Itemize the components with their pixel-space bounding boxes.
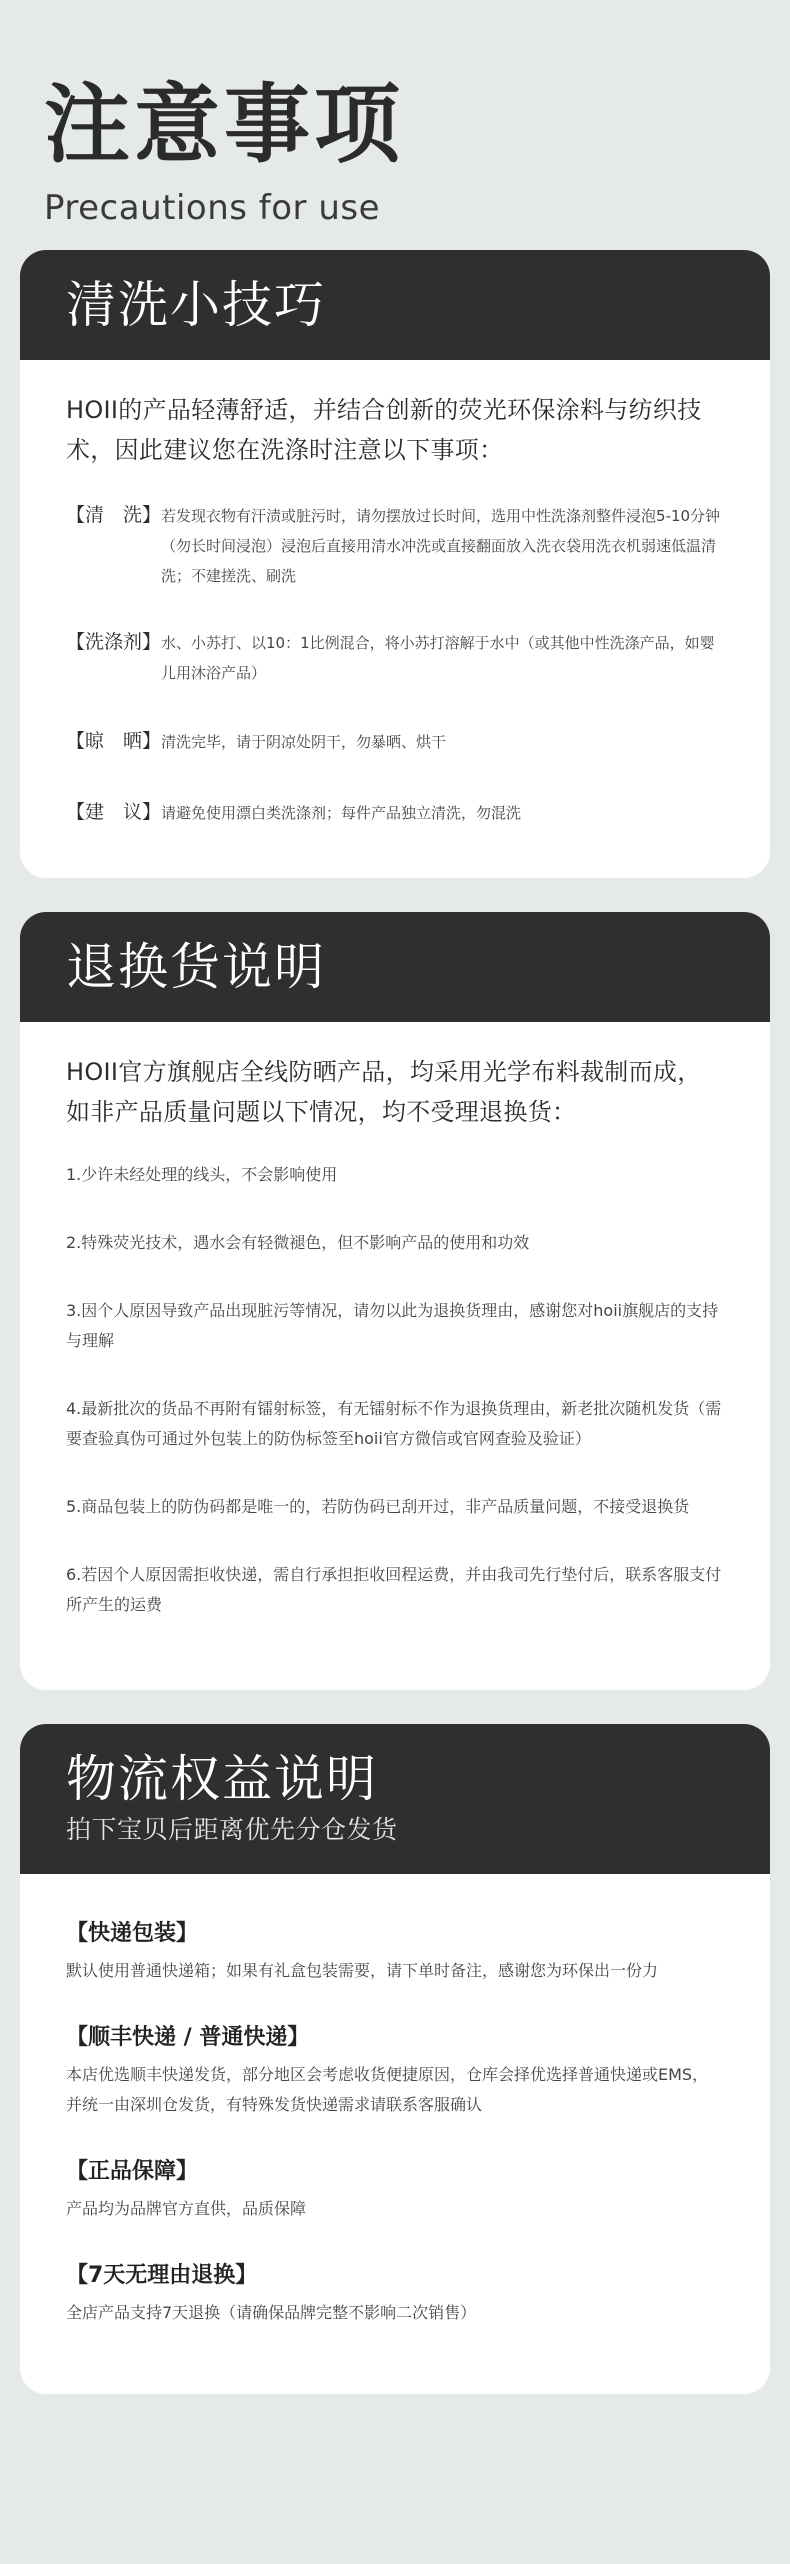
washing-tips-body — [20, 360, 770, 828]
logistics-header — [20, 1724, 770, 1874]
return-policy-item: 1.少许未经处理的线头，不会影响使用 — [66, 1165, 338, 1184]
returns-card — [20, 912, 770, 1690]
logistics-card — [20, 1724, 770, 2394]
tip-text: 水、小苏打、以10：1比例混合，将小苏打溶解于水中（或其他中性洗涤产品，如婴儿用沐浴产品） — [161, 634, 715, 682]
return-policy-item: 5.商品包装上的防伪码都是唯一的，若防伪码已刮开过，非产品质量问题，不接受退换货 — [66, 1497, 690, 1516]
logistics-section-7day-return — [66, 2260, 724, 2328]
logistics-section-authentic — [66, 2156, 724, 2224]
page-header — [44, 70, 404, 230]
logistics-heading: 【快递包装】 — [66, 1921, 199, 1946]
tip-label: 【建 议】 — [66, 801, 162, 823]
washing-tip-advice — [66, 797, 724, 828]
washing-intro: HOII的产品轻薄舒适，并结合创新的荧光环保涂料与纺织技术，因此建议您在洗涤时注意以下事项： — [66, 396, 702, 464]
washing-tips-card — [20, 250, 770, 878]
returns-header — [20, 912, 770, 1022]
washing-tip-wash — [66, 500, 724, 591]
logistics-heading: 【7天无理由退换】 — [66, 2263, 258, 2288]
logistics-subtitle: 拍下宝贝后距离优先分仓发货 — [66, 1815, 398, 1844]
washing-tips-header — [20, 250, 770, 360]
tip-text: 请避免使用漂白类洗涤剂；每件产品独立清洗，勿混洗 — [161, 804, 522, 822]
logistics-text: 本店优选顺丰快递发货，部分地区会考虑收货便捷原因，仓库会择优选择普通快递或EMS，并统一由深圳仓发货，有特殊发货快递需求请联系客服确认 — [66, 2065, 709, 2114]
return-policy-item: 6.若因个人原因需拒收快递，需自行承担拒收回程运费，并由我司先行垫付后，联系客服支付所产生的运费 — [66, 1565, 722, 1614]
tip-label: 【清 洗】 — [66, 504, 162, 526]
returns-intro: HOII官方旗舰店全线防晒产品，均采用光学布料裁制而成，如非产品质量问题以下情况，均不受理退换货： — [66, 1058, 702, 1126]
logistics-text: 默认使用普通快递箱；如果有礼盒包装需要，请下单时备注，感谢您为环保出一份力 — [66, 1961, 659, 1980]
logistics-title: 物流权益说明 — [66, 1750, 378, 1808]
washing-tip-drying — [66, 726, 724, 757]
logistics-text: 产品均为品牌官方直供，品质保障 — [66, 2199, 307, 2218]
tip-label: 【洗涤剂】 — [66, 631, 162, 653]
tip-label: 【晾 晒】 — [66, 730, 162, 752]
tip-text: 若发现衣物有汗渍或脏污时，请勿摆放过长时间，选用中性洗涤剂整件浸泡5-10分钟（勿长时间浸泡）浸泡后直接用清水冲洗或直接翻面放入洗衣袋用洗衣机弱速低温清洗；不建搓洗、刷洗 — [161, 507, 721, 585]
tip-text: 清洗完毕，请于阴凉处阴干，勿暴晒、烘干 — [161, 733, 447, 751]
logistics-text: 全店产品支持7天退换（请确保品牌完整不影响二次销售） — [66, 2303, 477, 2322]
washing-tips-title: 清洗小技巧 — [66, 276, 326, 334]
returns-title: 退换货说明 — [66, 938, 326, 996]
washing-tip-detergent — [66, 627, 724, 688]
logistics-heading: 【正品保障】 — [66, 2159, 199, 2184]
logistics-section-courier — [66, 2022, 724, 2120]
returns-body — [20, 1022, 770, 1620]
page-title: 注意事项 — [44, 75, 404, 175]
logistics-section-packaging — [66, 1918, 724, 1986]
logistics-heading: 【顺丰快递 / 普通快递】 — [66, 2025, 310, 2050]
return-policy-item: 4.最新批次的货品不再附有镭射标签，有无镭射标不作为退换货理由，新老批次随机发货（需要查验真伪可通过外包装上的防伪标签至hoii官方微信或官网查验及验证） — [66, 1399, 722, 1448]
return-policy-item: 2.特殊荧光技术，遇水会有轻微褪色，但不影响产品的使用和功效 — [66, 1233, 530, 1252]
logistics-body — [20, 1874, 770, 2328]
return-policy-item: 3.因个人原因导致产品出现脏污等情况，请勿以此为退换货理由，感谢您对hoii旗舰店的支持与理解 — [66, 1301, 719, 1350]
page-subtitle: Precautions for use — [44, 188, 381, 228]
